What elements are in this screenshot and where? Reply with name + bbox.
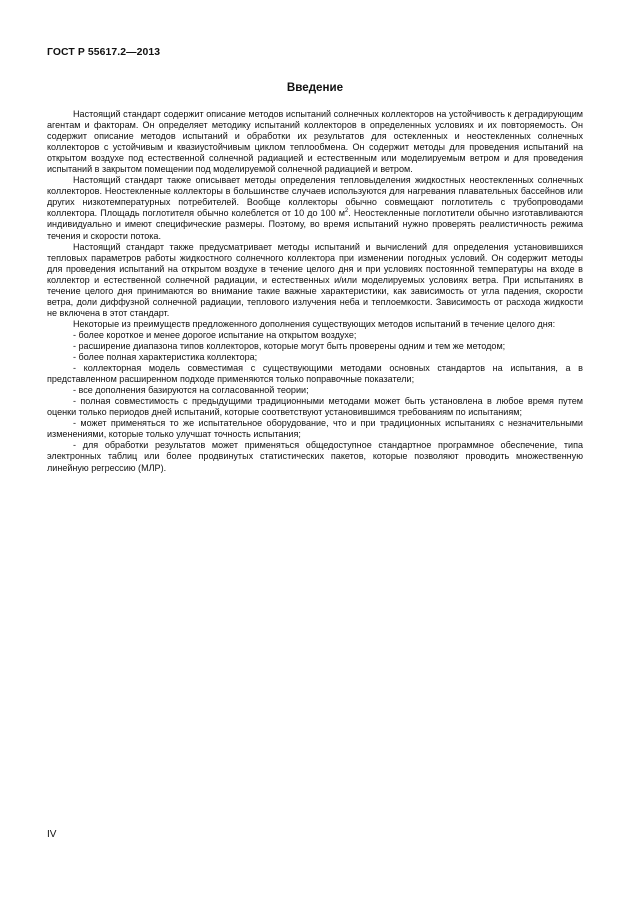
list-item: - расширение диапазона типов коллекторов, которые могут быть проверены одним и тем же методом; (73, 340, 506, 351)
paragraph-2-text: Настоящий стандарт также описывает методы определения тепловыделения жидкостных неостекленных солнечных коллекторов. Неостекленные коллекторы в большинстве случаев используются для нагревания плавательных бассейнов или других низкотемпературных потребителей. Вообще коллекторы обычно совмещают поглотитель с трубопроводами коллектора. Площадь поглотителя обычно колеблется от 10 до (47, 175, 583, 219)
paragraph-3: Настоящий стандарт также предусматривает методы испытаний и вычислений для определения установившихся тепловых параметров работы жидкостного солнечного коллектора при изменении погодных условий. Он содержит методы для проведения испытаний на открытом воздухе в течение целого дня и при условиях постоянной температуры на входе в коллектор и естественной солнечной радиации, и естественных и/или моделируемых условиях ветра. При испытаниях в течение целого дня принимаются во внимание такие важные характеристики, как зависимость от угла падения, скорости ветра, доли диффузной солнечной радиации, теплового излучения неба и теплоемкости. Зависимость от расхода жидкости не включена в этот стандарт. (47, 241, 583, 318)
section-title: Введение (286, 81, 344, 94)
paragraph-2-tail: . Неостекленные поглотители обычно изготавливаются индивидуально и имеют специфические размеры. Поэтому, во время испытаний нужно проверять реалистичность режима течения и скорости потока. (47, 208, 584, 241)
standard-designation: ГОСТ Р 55617.2—2013 (47, 47, 161, 58)
paragraph-1: Настоящий стандарт содержит описание методов испытаний солнечных коллекторов на устойчивость к деградирующим агентам и факторам. Он определяет методику испытаний коллекторов в определенных условиях и их повторяемость. Он содержит описание методов испытаний и обработки их результатов для остекленных и неостекленных солнечных коллекторов с устойчивым и квазиустойчивым циклом теплообмена. Он содержит методы для проведения испытаний на открытом воздухе под естественной солнечной радиацией и естественным или моделируемым ветром и для проведения испытаний в закрытом помещении под моделируемой солнечной радиацией и ветром. (47, 109, 583, 175)
list-item: - более полная характеристика коллектора; (73, 352, 258, 363)
paragraph-2 (47, 175, 583, 241)
absorber-area-value: 100 м (320, 208, 345, 219)
list-item: - полная совместимость с предыдущими традиционными методами может быть установлена в любое время путем оценки только периодов дней испытаний, которые соответствуют установившимся требованиям по испытаниям; (47, 396, 583, 418)
list-item: - все дополнения базируются на согласованной теории; (73, 385, 309, 396)
list-item: - более короткое и менее дорогое испытание на открытом воздухе; (73, 329, 357, 340)
list-item: - для обработки результатов может применяться общедоступное стандартное программное обеспечение, типа электронных таблиц или более продвинутых статистических пакетов, которые позволяют проводить множественную линейную регрессию (МЛР). (47, 440, 583, 473)
document-body (47, 109, 583, 474)
list-item: - может применяться то же испытательное оборудование, что и при традиционных испытаниях с незначительными изменениями, которые только улучшат точность испытания; (47, 418, 583, 440)
paragraph-4: Некоторые из преимуществ предложенного дополнения существующих методов испытаний в течение целого дня: (73, 318, 556, 329)
page-number: IV (47, 829, 57, 840)
list-item: - коллекторная модель совместимая с существующими методами основных стандартов на испытания, а в представленном расширенном подходе применяются только поправочные показатели; (47, 363, 583, 385)
area-unit-superscript: 2 (344, 208, 349, 215)
